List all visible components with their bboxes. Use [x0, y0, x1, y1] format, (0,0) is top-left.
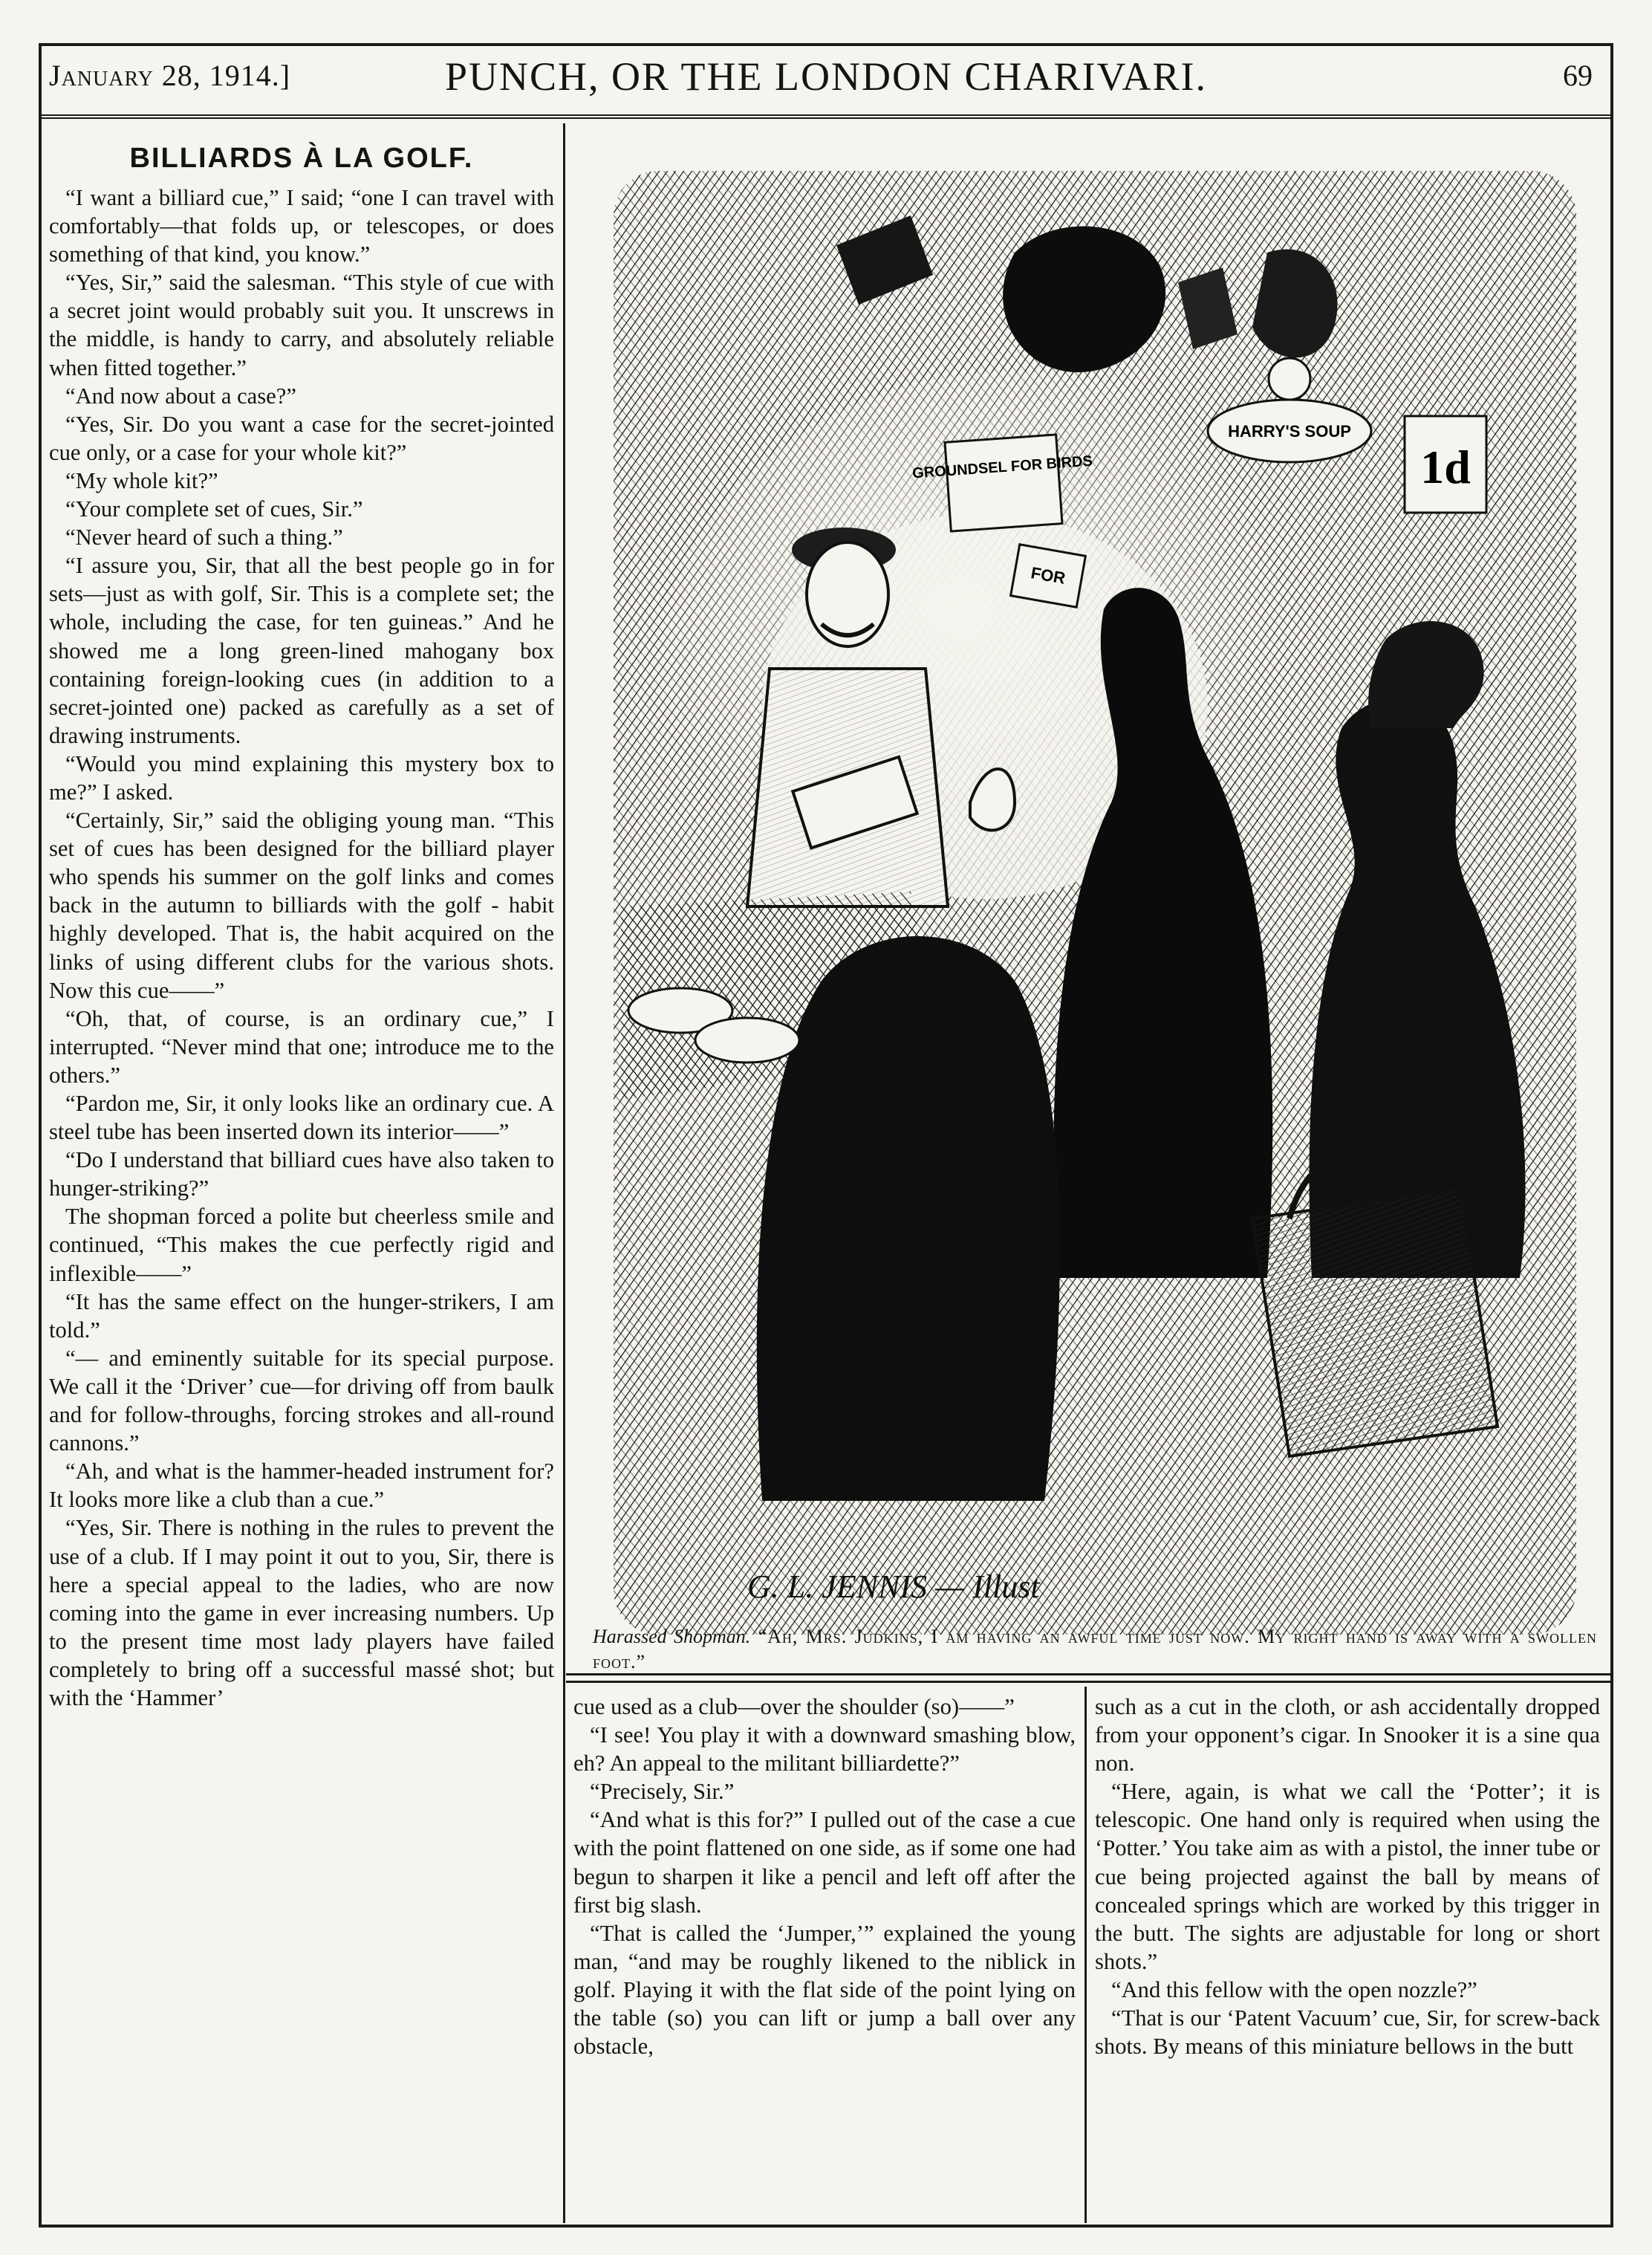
column-rule-left: [563, 123, 565, 2223]
issue-date: January 28, 1914.]: [49, 59, 291, 92]
paragraph: “Ah, and what is the hammer-headed instrument for? It looks more like a club than a cue.”: [49, 1459, 554, 1513]
paragraph: “Yes, Sir,” said the salesman. “This style of cue with a secret joint would probably suit you. It unscrews in the middle, is handy to carry, and absolutely reliable when fitted together.”: [49, 270, 554, 380]
article-column-left: [49, 132, 554, 1712]
paragraph: “Yes, Sir. Do you want a case for the secret-jointed cue only, or a case for your whole kit?”: [49, 411, 554, 465]
sign-price: [1405, 416, 1486, 513]
paragraph: “Yes, Sir. There is nothing in the rules to prevent the use of a club. If I may point it out to you, Sir, there is here a special appeal to the ladies, who are now coming into the game in ever increasing numbers. Up to the present time most lady players have failed completely to bring off a successful massé shot; but with the ‘Hammer’: [49, 1515, 554, 1710]
paragraph: “Would you mind explaining this mystery box to me?” I asked.: [49, 750, 554, 805]
paragraph: “Certainly, Sir,” said the obliging young man. “This set of cues has been designed for the billiard player who spends his summer on the golf links and comes back in the autumn to billiards with the golf - habit highly developed. That is, the habit acquired on the links of using different clubs for the various shots. Now this cue——”: [49, 808, 554, 1003]
paragraph: such as a cut in the cloth, or ash accidentally dropped from your opponent’s cigar. In Snooker it is a sine qua non.: [1095, 1694, 1600, 1777]
paragraph: “Your complete set of cues, Sir.”: [65, 496, 363, 522]
paragraph: “— and eminently suitable for its special purpose. We call it the ‘Driver’ cue—for driving off from baulk and for follow-throughs, forcing strokes and all-round cannons.”: [49, 1345, 554, 1456]
article-column-right: [1095, 1693, 1600, 2060]
paragraph: “Never heard of such a thing.”: [65, 525, 343, 551]
caption-rule-bottom: [566, 1681, 1610, 1683]
article-column-middle: [573, 1693, 1076, 2060]
publication-title: PUNCH, OR THE LONDON CHARIVARI.: [444, 54, 1208, 99]
caption-speaker: Harassed Shopman.: [593, 1626, 751, 1647]
paragraph: The shopman forced a polite but cheerless smile and continued, “This makes the cue perfectly rigid and inflexible——”: [49, 1204, 554, 1286]
illustration-caption: [593, 1624, 1597, 1675]
paragraph: “Precisely, Sir.”: [590, 1779, 735, 1805]
paragraph: “Pardon me, Sir, it only looks like an ordinary cue. A steel tube has been inserted down its interior——”: [49, 1091, 554, 1145]
article-headline: BILLIARDS À LA GOLF.: [129, 143, 474, 174]
sign-groundsel-text: GROUNDSEL FOR BIRDS: [911, 452, 1093, 482]
paragraph: “I assure you, Sir, that all the best people go in for sets—just as with golf, Sir. This is a complete set; the whole, including the case, for ten guineas.” And he showed me a long green-lined mahogany box containing foreign-looking cues (in addition to a secret-jointed one) packed as carefully as a set of drawing instruments.: [49, 553, 554, 748]
column-rule-middle: [1084, 1687, 1087, 2223]
caption-text: “Ah, Mrs. Judkins, I am having an awful time just now. My right hand is away with a swollen foot.”: [593, 1626, 1598, 1672]
sign-price-text: 1d: [1420, 441, 1471, 493]
paragraph: “Here, again, is what we call the ‘Potter’; it is telescopic. One hand only is required when using the ‘Potter.’ You take aim as with a pistol, the inner tube or cue being projected against the ball by means of concealed springs which are worked by this trigger in the butt. The sights are adjustable for long or short shots.”: [1095, 1779, 1600, 1974]
paragraph: “Oh, that, of course, is an ordinary cue,” I interrupted. “Never mind that one; introduce me to the others.”: [49, 1005, 554, 1088]
page-number: 69: [1563, 59, 1593, 92]
paragraph: cue used as a club—over the shoulder (so)——”: [573, 1694, 1015, 1719]
paragraph: “Do I understand that billiard cues have also taken to hunger-striking?”: [49, 1147, 554, 1201]
sign-for-text: FOR: [1030, 563, 1067, 588]
sign-for: [1011, 545, 1086, 608]
stacked-goods: [695, 1018, 799, 1062]
paragraph: “That is our ‘Patent Vacuum’ cue, Sir, for screw-back shots. By means of this miniature bellows in the butt: [1095, 2005, 1600, 2060]
paragraph: “And this fellow with the open nozzle?”: [1111, 1976, 1477, 2002]
cartoon-illustration: [599, 163, 1591, 1642]
paragraph: “And what is this for?” I pulled out of the case a cue with the point flattened on one side, as if some one had begun to sharpen it like a pencil and left off after the first big slash.: [573, 1807, 1076, 1918]
page-header: [42, 49, 1610, 119]
left-column-text: [49, 184, 554, 1712]
paragraph: “And now about a case?”: [65, 383, 296, 409]
paragraph: “I want a billiard cue,” I said; “one I can travel with comfortably—that folds up, or telescopes, or does something of that kind, you know.”: [49, 185, 554, 267]
artist-signature: G. L. JENNIS — Illust: [747, 1568, 1040, 1605]
paragraph: “I see! You play it with a downward smashing blow, eh? An appeal to the militant billiardette?”: [573, 1722, 1076, 1777]
sign-soup-text: HARRY'S SOUP: [1228, 422, 1351, 441]
paragraph: “It has the same effect on the hunger-strikers, I am told.”: [49, 1288, 554, 1343]
paragraph: “That is called the ‘Jumper,’” explained the young man, “and may be roughly likened to the niblick in golf. Playing it with the flat side of the point lying on the table (so) you can lift or jump a ball over any obstacle,: [573, 1920, 1076, 2060]
paragraph: “My whole kit?”: [65, 467, 218, 493]
